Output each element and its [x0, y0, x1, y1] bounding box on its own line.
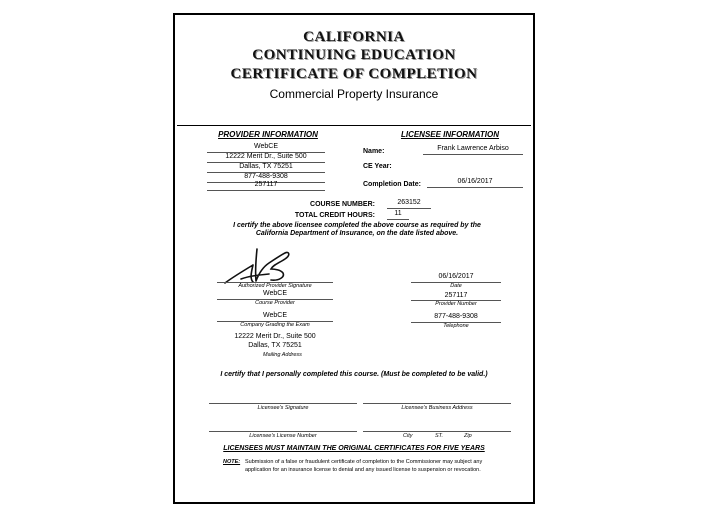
date-caption: Date [450, 283, 462, 289]
completion-date-line [427, 187, 523, 188]
ce-year-label: CE Year: [363, 163, 392, 170]
maintain-notice: LICENSEES MUST MAINTAIN THE ORIGINAL CERTIFICATES FOR FIVE YEARS [223, 445, 485, 452]
city-caption: City [403, 433, 413, 439]
provider-address1: 12222 Merit Dr., Suite 500 [225, 153, 307, 160]
licensee-license-number-caption: Licensee's License Number [249, 433, 317, 439]
provider-address2: Dallas, TX 75251 [239, 163, 293, 170]
grading-company-value: WebCE [263, 312, 287, 319]
licensee-name-line [423, 154, 523, 155]
provider-certification: I certify the above licensee completed the above course as required by the California Department of Insurance, on the date listed above. [233, 222, 481, 237]
licensee-name-value: Frank Lawrence Arbiso [437, 145, 509, 152]
provider-phone: 877-488-9308 [244, 173, 288, 180]
mailing-address-caption: Mailing Address [263, 352, 302, 358]
note-text: Submission of a false or fraudulent certificate of completion to the Commissioner may subject any application for an insurance license to denial and any issued license to suspension or revocation. [245, 459, 483, 473]
title-certificate: CERTIFICATE OF COMPLETION [230, 66, 478, 82]
authorized-signature-caption: Authorized Provider Signature [238, 283, 312, 289]
header-divider [177, 125, 531, 126]
provider-name: WebCE [254, 143, 278, 150]
provider-signature-image [223, 243, 313, 287]
completion-date-value: 06/16/2017 [457, 178, 493, 185]
credit-hours-label: TOTAL CREDIT HOURS: [294, 212, 375, 219]
title-program: CONTINUING EDUCATION [252, 47, 456, 63]
provider-number: 257117 [254, 181, 278, 188]
course-provider-caption: Course Provider [255, 300, 295, 306]
grading-company-caption: Company Grading the Exam [240, 322, 310, 328]
provider-line [207, 190, 325, 191]
licensee-signature-line [209, 403, 357, 404]
completion-date-label: Completion Date: [363, 181, 421, 188]
licensee-heading: LICENSEE INFORMATION [400, 130, 500, 139]
telephone-caption: Telephone [443, 323, 469, 329]
course-number-value: 263152 [397, 199, 421, 206]
licensee-name-label: Name: [363, 148, 385, 155]
course-number-line [387, 208, 431, 209]
credit-hours-value: 11 [394, 210, 402, 217]
licensee-certification: I certify that I personally completed this course. (Must be completed to be valid.) [220, 371, 488, 378]
licensee-business-address-line [363, 403, 511, 404]
course-number-label: COURSE NUMBER: [310, 201, 375, 208]
provider-number-caption: Provider Number [435, 301, 477, 307]
licensee-business-address-caption: Licensee's Business Address [401, 405, 473, 411]
provider-number-value: 257117 [444, 292, 468, 299]
state-caption: ST. [435, 433, 444, 439]
city-state-zip-line [363, 431, 511, 432]
mailing-address-line2: Dallas, TX 75251 [248, 342, 302, 349]
title-state: CALIFORNIA [303, 29, 405, 45]
licensee-license-number-line [209, 431, 357, 432]
note-label: NOTE: [223, 459, 241, 465]
course-provider-value: WebCE [263, 290, 287, 297]
certificate [173, 13, 535, 504]
date-value: 06/16/2017 [438, 273, 474, 280]
course-title: Commercial Property Insurance [269, 87, 439, 101]
provider-heading: PROVIDER INFORMATION [218, 130, 318, 139]
licensee-signature-caption: Licensee's Signature [257, 405, 309, 411]
credit-hours-line [387, 219, 409, 220]
zip-caption: Zip [464, 433, 472, 439]
telephone-value: 877-488-9308 [434, 313, 478, 320]
mailing-address-line1: 12222 Merit Dr., Suite 500 [234, 333, 316, 340]
